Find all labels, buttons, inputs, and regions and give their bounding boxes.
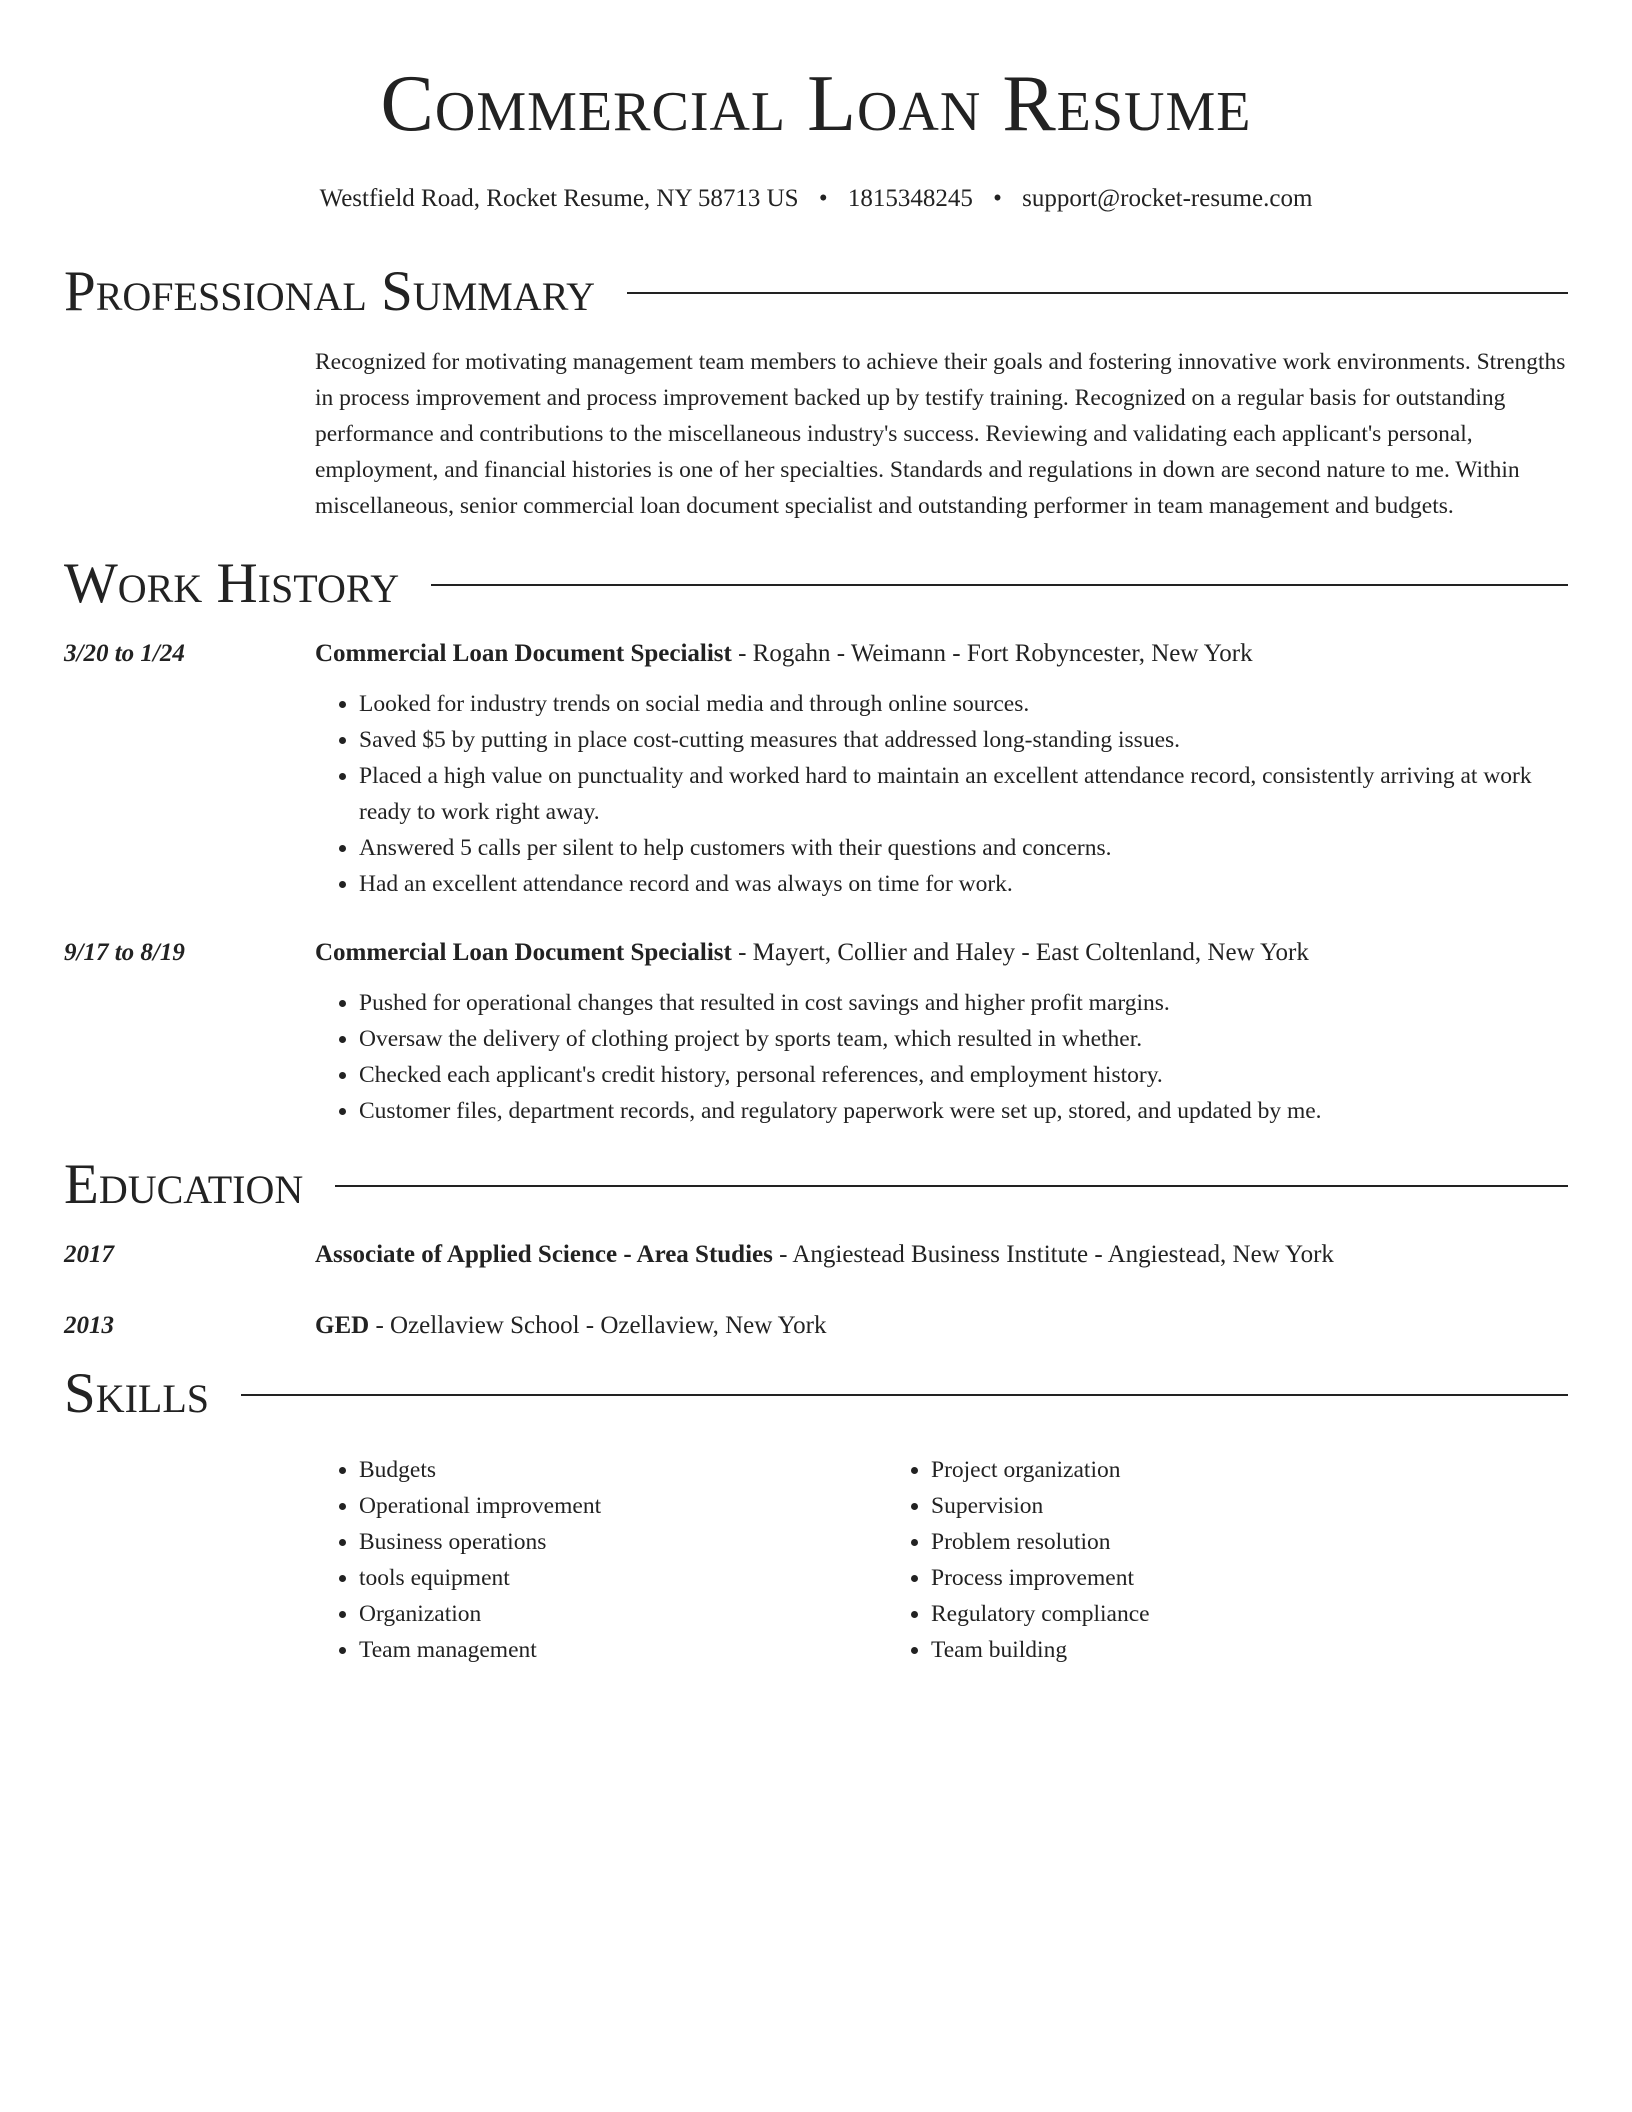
skill-item: • Team management: [359, 1632, 887, 1668]
education-heading: [315, 1308, 1568, 1344]
education-year: 2017: [64, 1241, 114, 1268]
job-heading: [315, 935, 1568, 971]
job-bullet: • Placed a high value on punctuality and worked hard to maintain an excellent attendance record, consistently arriving at work ready to work right away.: [359, 758, 1568, 830]
skills-column-right: [887, 1452, 1459, 1668]
section-divider: [431, 584, 1568, 586]
job-entry: [64, 636, 1568, 902]
job-bullet: • Looked for industry trends on social media and through online sources.: [359, 686, 1568, 722]
job-employer: - Rogahn - Weimann - Fort Robyncester, New York: [731, 640, 1253, 667]
skill-item: • Business operations: [359, 1524, 887, 1560]
skills-column-left: [315, 1452, 887, 1668]
skill-item: • Team building: [931, 1632, 1459, 1668]
education-entry: [64, 1308, 1568, 1344]
job-body: [315, 935, 1568, 1129]
skills-section-header: [64, 1362, 1568, 1426]
education-body: [315, 1308, 1568, 1344]
education-school: - Angiestead Business Institute - Angiestead, New York: [772, 1241, 1334, 1268]
summary-section-title: Professional Summary: [64, 260, 596, 323]
job-bullet: • Customer files, department records, and regulatory paperwork were set up, stored, and updated by me.: [359, 1093, 1568, 1129]
contact-line: [64, 184, 1568, 214]
skill-item: • Project organization: [931, 1452, 1459, 1488]
job-bullet: • Oversaw the delivery of clothing project by sports team, which resulted in whether.: [359, 1021, 1568, 1057]
skill-item: • tools equipment: [359, 1560, 887, 1596]
education-section-title: Education: [64, 1153, 304, 1216]
job-dates: 3/20 to 1/24: [64, 640, 185, 667]
section-divider: [627, 292, 1568, 294]
summary-section-header: [64, 260, 1568, 324]
education-heading: [315, 1237, 1568, 1273]
skill-item: • Organization: [359, 1596, 887, 1632]
resume-name: Commercial Loan Resume: [380, 60, 1252, 148]
education-degree: Associate of Applied Science - Area Studies: [315, 1241, 773, 1268]
skill-item: • Supervision: [931, 1488, 1459, 1524]
skills-list: [315, 1452, 1568, 1668]
skill-item: • Operational improvement: [359, 1488, 887, 1524]
job-bullet: • Checked each applicant's credit history, personal references, and employment history.: [359, 1057, 1568, 1093]
education-year: 2013: [64, 1312, 114, 1339]
job-title: Commercial Loan Document Specialist: [315, 640, 732, 667]
job-title: Commercial Loan Document Specialist: [315, 939, 732, 966]
job-bullet: • Saved $5 by putting in place cost-cutting measures that addressed long-standing issues.: [359, 722, 1568, 758]
contact-phone: 1815348245: [847, 185, 973, 212]
job-dates: 9/17 to 8/19: [64, 939, 185, 966]
section-divider: [335, 1185, 1568, 1187]
education-section-header: [64, 1153, 1568, 1217]
job-bullets: [315, 686, 1568, 902]
job-employer: - Mayert, Collier and Haley - East Coltenland, New York: [731, 939, 1309, 966]
job-bullet: • Answered 5 calls per silent to help customers with their questions and concerns.: [359, 830, 1568, 866]
skill-item: • Regulatory compliance: [931, 1596, 1459, 1632]
skills-section-title: Skills: [64, 1362, 210, 1425]
job-bullet: • Pushed for operational changes that resulted in cost savings and higher profit margins.: [359, 985, 1568, 1021]
education-entry: [64, 1237, 1568, 1273]
summary-text: Recognized for motivating management team members to achieve their goals and fostering innovative work environments. Strengths in process improvement and process improvement backed up by testify training. Recognized on a regular basis for outstanding performance and contributions to the miscellaneous industry's success. Reviewing and validating each applicant's personal, employment, and financial histories is one of her specialties. Standards and regulations in down are second nature to me. Within miscellaneous, senior commercial loan document specialist and outstanding performer in team management and budgets.: [315, 349, 1566, 519]
contact-separator: •: [993, 185, 1002, 212]
skill-item: • Problem resolution: [931, 1524, 1459, 1560]
skill-item: • Process improvement: [931, 1560, 1459, 1596]
education-school: - Ozellaview School - Ozellaview, New York: [369, 1312, 827, 1339]
job-heading: [315, 636, 1568, 672]
job-entry: [64, 935, 1568, 1129]
job-bullet: • Had an excellent attendance record and was always on time for work.: [359, 866, 1568, 902]
skill-item: • Budgets: [359, 1452, 887, 1488]
work-section-title: Work History: [64, 552, 400, 615]
contact-separator: •: [818, 185, 828, 212]
work-section-header: [64, 552, 1568, 616]
education-body: [315, 1237, 1568, 1273]
job-body: [315, 636, 1568, 902]
education-degree: GED: [315, 1312, 370, 1339]
section-divider: [241, 1394, 1568, 1396]
contact-email: support@rocket-resume.com: [1022, 185, 1313, 212]
contact-address: Westfield Road, Rocket Resume, NY 58713 US: [319, 185, 799, 212]
job-bullets: [315, 985, 1568, 1129]
